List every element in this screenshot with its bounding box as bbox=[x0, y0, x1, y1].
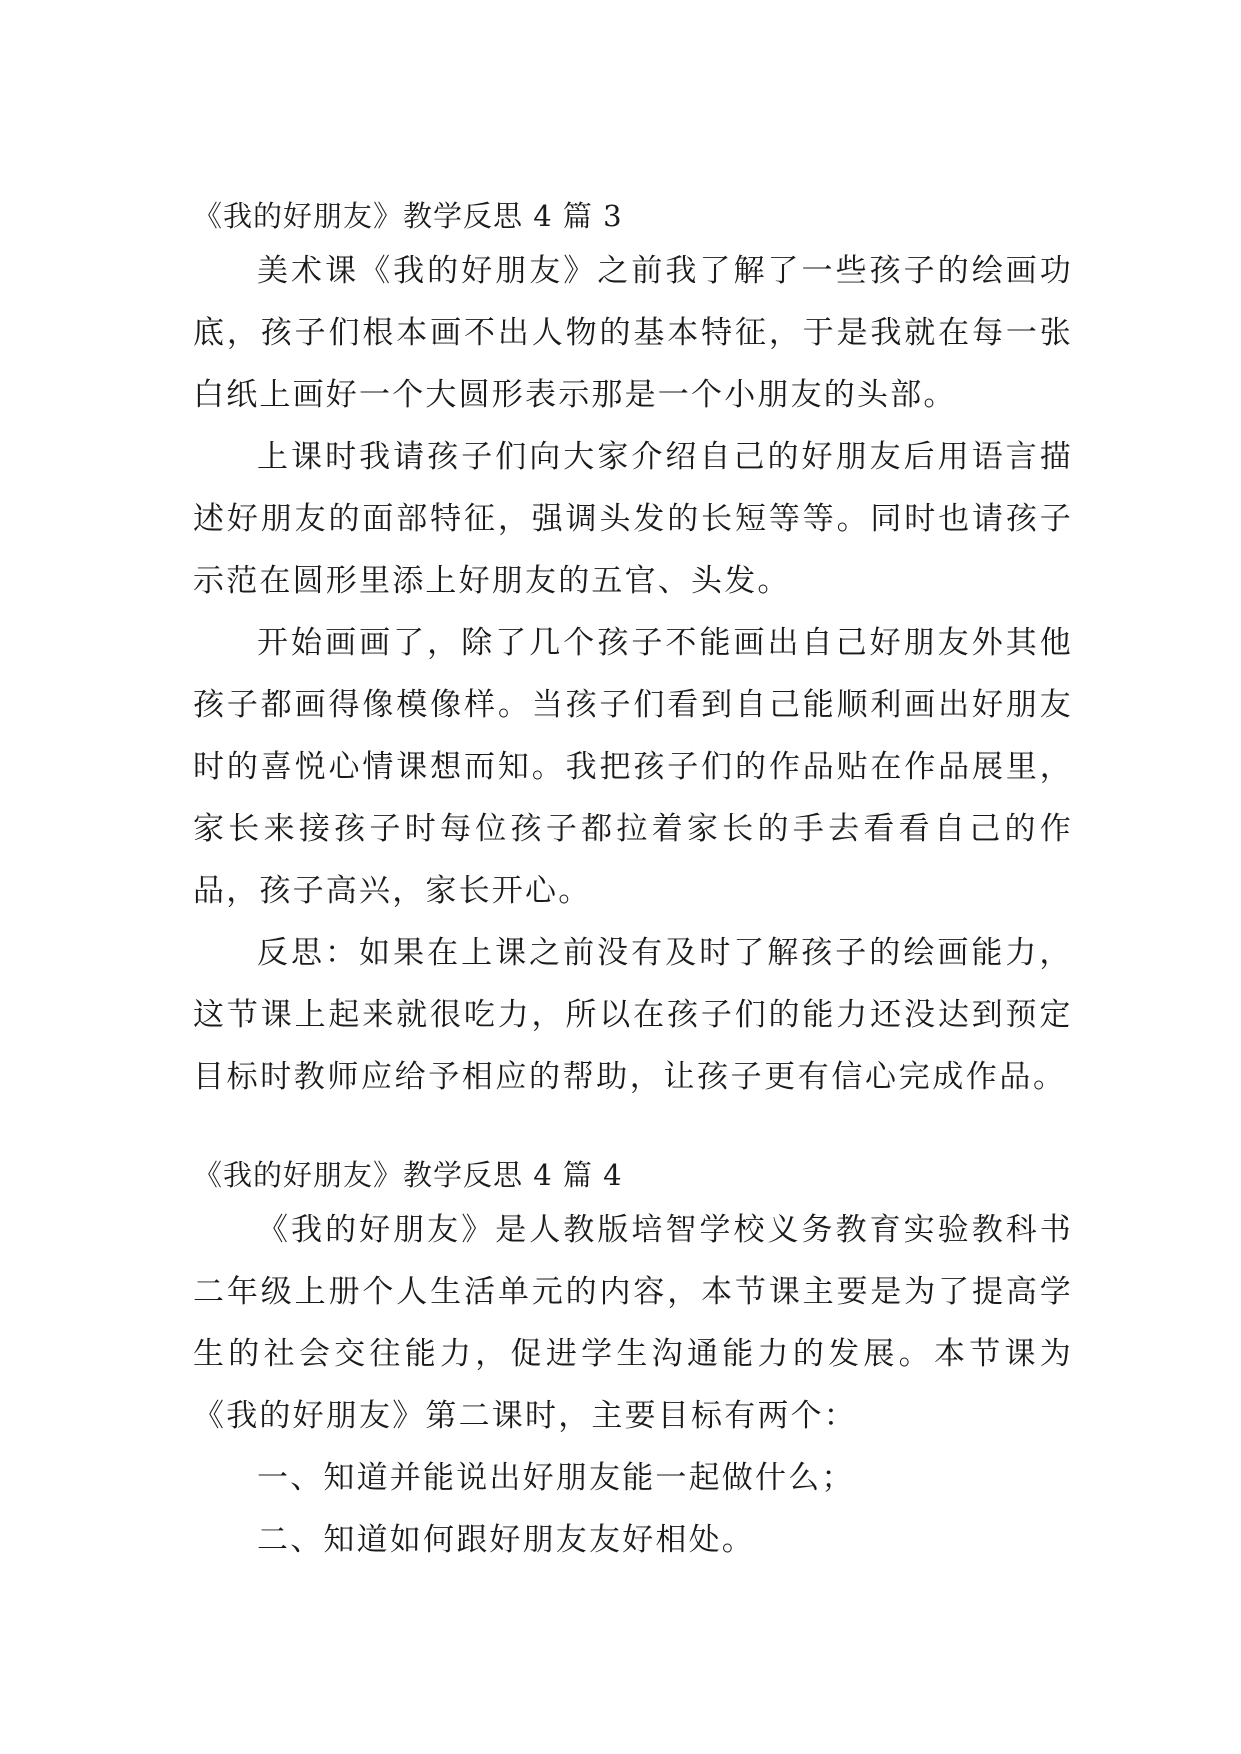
section-4-list-item-1: 一、知道并能说出好朋友能一起做什么； bbox=[257, 1460, 855, 1496]
section-3-body bbox=[193, 240, 1073, 1108]
section-4-body bbox=[193, 1199, 1073, 1571]
section-4 bbox=[193, 1155, 1073, 1195]
section-3-paragraph-2: 上课时我请孩子们向大家介绍自己的好朋友后用语言描述好朋友的面部特征，强调头发的长短等等。同时也请孩子示范在圆形里添上好朋友的五官、头发。 bbox=[193, 439, 1073, 599]
section-3-paragraph-1: 美术课《我的好朋友》之前我了解了一些孩子的绘画功底，孩子们根本画不出人物的基本特征，于是我就在每一张白纸上画好一个大圆形表示那是一个小朋友的头部。 bbox=[193, 253, 1073, 413]
section-3-heading: 《我的好朋友》教学反思 4 篇 3 bbox=[193, 199, 623, 233]
section-3 bbox=[193, 196, 1073, 236]
section-3-paragraph-3: 开始画画了，除了几个孩子不能画出自己好朋友外其他孩子都画得像模像样。当孩子们看到自己能顺利画出好朋友时的喜悦心情课想而知。我把孩子们的作品贴在作品展里，家长来接孩子时每位孩子都拉着家长的手去看看自己的作品，孩子高兴，家长开心。 bbox=[193, 625, 1073, 909]
section-4-list-item-2: 二、知道如何跟好朋友友好相处。 bbox=[257, 1522, 755, 1558]
section-4-paragraph-1: 《我的好朋友》是人教版培智学校义务教育实验教科书二年级上册个人生活单元的内容，本节课主要是为了提高学生的社会交往能力，促进学生沟通能力的发展。本节课为《我的好朋友》第二课时，主要目标有两个： bbox=[193, 1212, 1073, 1434]
section-3-paragraph-4: 反思：如果在上课之前没有及时了解孩子的绘画能力，这节课上起来就很吃力，所以在孩子们的能力还没达到预定目标时教师应给予相应的帮助，让孩子更有信心完成作品。 bbox=[193, 935, 1073, 1095]
section-4-heading: 《我的好朋友》教学反思 4 篇 4 bbox=[193, 1158, 623, 1192]
